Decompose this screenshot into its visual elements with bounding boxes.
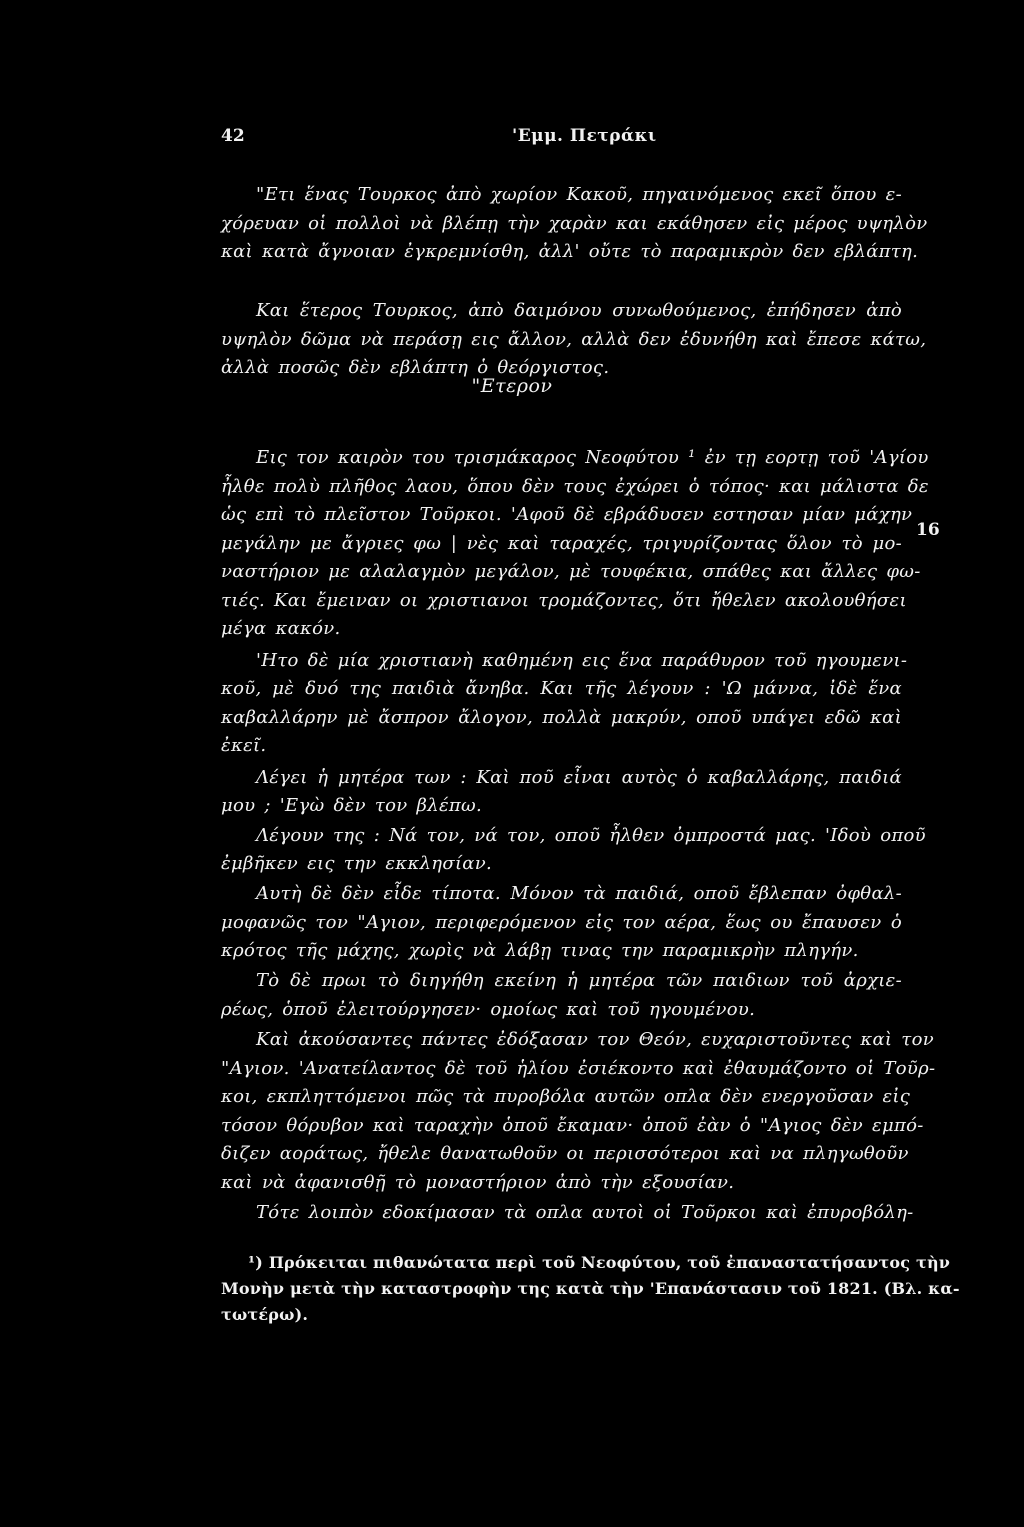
text-line: 'Ητο δὲ μία χριστιανὴ καθημένη εις ἕνα παράθυρον τοῦ ηγουμενι- — [256, 650, 908, 671]
text-line: καὶ νὰ ἀφανισθῇ τὸ μοναστήριον ἀπὸ τὴν εξουσίαν. — [221, 1172, 735, 1193]
text-line: κρότος τῆς μάχης, χωρὶς νὰ λάβῃ τινας την παραμικρὴν πληγήν. — [221, 940, 859, 961]
text-line: Εις τον καιρὸν του τρισμάκαρος Νεοφύτου ¹ ἐν τῃ εορτῃ τοῦ 'Αγίου — [256, 447, 929, 468]
text-line: Τότε λοιπὸν εδοκίμασαν τὰ οπλα αυτοὶ οἱ Τοῦρκοι καὶ ἐπυροβόλη- — [256, 1202, 914, 1223]
text-line: καβαλλάρην μὲ ἄσπρον ἄλογον, πολλὰ μακρύν, οποῦ υπάγει εδῶ καὶ — [221, 707, 902, 728]
text-line: τόσον θόρυβον καὶ ταραχὴν ὁποῦ ἔκαμαν· ὁποῦ ἐὰν ὁ "Αγιος δὲν εμπό- — [221, 1115, 924, 1136]
text-line: μου ; 'Εγὼ δὲν τον βλέπω. — [221, 795, 483, 816]
text-line: ἐκεῖ. — [221, 735, 267, 756]
text-line: τιές. Και ἔμειναν οι χριστιανοι τρομάζοντες, ὅτι ἤθελεν ακολουθήσει — [221, 590, 907, 611]
text-line: ἀλλὰ ποσῶς δὲν εβλάπτη ὁ θεόργιστος. — [221, 357, 610, 378]
text-line: "Ετι ἕνας Τουρκος ἀπὸ χωρίον Κακοῦ, πηγαινόμενος εκεῖ ὅπου ε- — [256, 184, 902, 205]
text-line: Καὶ ἀκούσαντες πάντες ἐδόξασαν τον Θεόν, ευχαριστοῦντες καὶ τον — [256, 1029, 934, 1050]
text-line: διζεν αοράτως, ἤθελε θανατωθοῦν οι περισσότεροι καὶ να πληγωθοῦν — [221, 1143, 909, 1164]
footnote-line: Μονὴν μετὰ τὴν καταστροφὴν της κατὰ τὴν 'Επανάστασιν τοῦ 1821. (Βλ. κα- — [221, 1279, 960, 1298]
text-line: Τὸ δὲ πρωι τὸ διηγήθη εκείνη ἡ μητέρα τῶν παιδιων τοῦ ἀρχιε- — [256, 970, 902, 991]
text-line: Λέγουν της : Νά τον, νά τον, οποῦ ἦλθεν ὀμπροστά μας. 'Ιδοὺ οποῦ — [256, 825, 926, 846]
text-line: Αυτὴ δὲ δὲν εἶδε τίποτα. Μόνον τὰ παιδιά, οποῦ ἔβλεπαν ὀφθαλ- — [256, 883, 902, 904]
running-head: 'Εμμ. Πετράκι — [512, 126, 657, 146]
text-line: υψηλὸν δῶμα νὰ περάσῃ εις ἄλλον, αλλὰ δεν ἐδυνήθη καὶ ἔπεσε κάτω, — [221, 329, 927, 350]
margin-line-number: 16 — [916, 520, 940, 540]
text-line: Και ἕτερος Τουρκος, ἀπὸ δαιμόνου συνωθούμενος, ἐπήδησεν ἀπὸ — [256, 300, 902, 321]
text-line: ναστήριον με αλαλαγμὸν μεγάλον, μὲ τουφέκια, σπάθες και ἄλλες φω- — [221, 561, 921, 582]
page-header — [221, 126, 901, 150]
text-line: χόρευαν οἱ πολλοὶ νὰ βλέπῃ τὴν χαρὰν και εκάθησεν εἰς μέρος υψηλὸν — [221, 213, 928, 234]
text-line: ἐμβῆκεν εις την εκκλησίαν. — [221, 853, 493, 874]
page-number: 42 — [221, 126, 245, 146]
text-line: κοι, εκπληττόμενοι πῶς τὰ πυροβόλα αυτῶν οπλα δὲν ενεργοῦσαν εἰς — [221, 1086, 911, 1107]
footnote-line: ¹) Πρόκειται πιθανώτατα περὶ τοῦ Νεοφύτου, τοῦ ἐπαναστατήσαντος τὴν — [248, 1253, 951, 1272]
text-line: Λέγει ἡ μητέρα των : Καὶ ποῦ εἶναι αυτὸς ὁ καβαλλάρης, παιδιά — [256, 767, 902, 788]
text-line: μέγα κακόν. — [221, 618, 341, 639]
text-line: κοῦ, μὲ δυό της παιδιὰ ἄνηβα. Και τῆς λέγουν : 'Ω μάννα, ἰδὲ ἕνα — [221, 678, 902, 699]
section-heading: "Ετερον — [471, 375, 553, 397]
text-line: ὡς επὶ τὸ πλεῖστον Τοῦρκοι. 'Αφοῦ δὲ εβράδυσεν εστησαν μίαν μάχην — [221, 504, 913, 525]
text-line: ρέως, ὁποῦ ἐλειτούργησεν· ομοίως καὶ τοῦ ηγουμένου. — [221, 999, 756, 1020]
text-line: ἦλθε πολὺ πλῆθος λαου, ὅπου δὲν τους ἐχώρει ὁ τόπος· και μάλιστα δε — [221, 476, 929, 497]
footnote-line: τωτέρω). — [221, 1305, 309, 1324]
text-line: "Αγιον. 'Ανατείλαντος δὲ τοῦ ἡλίου ἐσιέκοντο καὶ ἐθαυμάζοντο οἱ Τοῦρ- — [221, 1058, 936, 1079]
text-line: μοφανῶς τον "Αγιον, περιφερόμενον εἰς τον αέρα, ἕως ου ἔπαυσεν ὁ — [221, 912, 902, 933]
text-line: καὶ κατὰ ἄγνοιαν ἐγκρεμνίσθη, ἀλλ' οὔτε τὸ παραμικρὸν δεν εβλάπτη. — [221, 241, 919, 262]
text-line: μεγάλην με ἄγριες φω | νὲς καὶ ταραχές, τριγυρίζοντας ὅλον τὸ μο- — [221, 533, 902, 554]
